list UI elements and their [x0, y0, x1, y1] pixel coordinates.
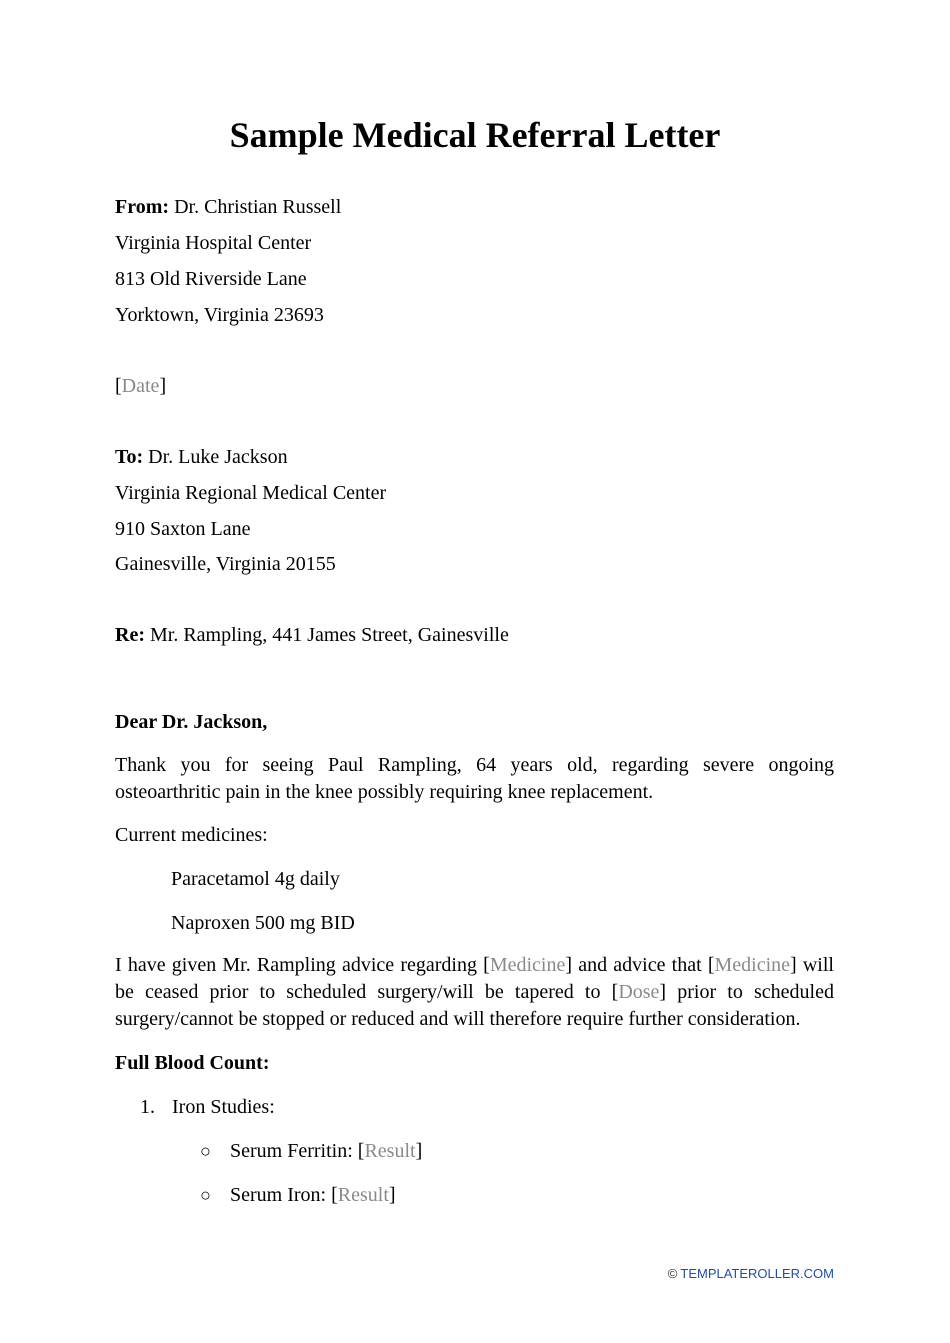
medicine-placeholder: Medicine — [714, 954, 791, 976]
from-city: Yorktown, Virginia 23693 — [115, 304, 324, 326]
hollow-bullet-icon: ○ — [200, 1141, 211, 1161]
serum-ferritin-label: Serum Ferritin: — [230, 1140, 358, 1162]
salutation: Dear Dr. Jackson, — [115, 711, 268, 733]
advice-text: prior to scheduled surgery/cannot be stopped or reduced and will therefore require further consideration. — [115, 981, 834, 1030]
blood-count-heading: Full Blood Count: — [115, 1052, 270, 1074]
iron-studies-label: Iron Studies: — [172, 1096, 275, 1118]
from-organization: Virginia Hospital Center — [115, 232, 312, 254]
from-street: 813 Old Riverside Lane — [115, 268, 307, 290]
serum-iron-label: Serum Iron: — [230, 1184, 332, 1206]
advice-text: and advice that — [572, 954, 708, 976]
hollow-bullet-icon: ○ — [200, 1185, 211, 1205]
copyright-icon: © — [667, 1266, 678, 1281]
date-field: [Date] — [115, 375, 167, 397]
result-placeholder: Result — [337, 1184, 389, 1206]
to-city: Gainesville, Virginia 20155 — [115, 553, 336, 575]
sub-list-item: Serum Iron: [Result] — [230, 1184, 396, 1206]
medicine-placeholder: Medicine — [489, 954, 566, 976]
from-line — [115, 195, 341, 219]
from-name: Dr. Christian Russell — [174, 196, 342, 218]
advice-paragraph: I have given Mr. Rampling advice regarding [Medicine] and advice that [Medicine] will be ceased prior to scheduled surgery/will be tapered to [Dose] prior to scheduled surgery/cannot be stopped or reduced and will therefore require further consideration. — [115, 954, 834, 1030]
medicines-heading: Current medicines: — [115, 824, 268, 846]
re-text: Mr. Rampling, 441 James Street, Gainesville — [149, 624, 509, 646]
from-label: From: — [115, 196, 170, 218]
footer-credit — [668, 1266, 834, 1282]
to-label: To: — [115, 446, 144, 468]
sub-list-item: Serum Ferritin: [Result] — [230, 1140, 423, 1162]
to-line — [115, 445, 288, 469]
to-organization: Virginia Regional Medical Center — [115, 482, 387, 504]
medicine-item: Paracetamol 4g daily — [171, 868, 340, 890]
re-line — [115, 623, 509, 647]
to-street: 910 Saxton Lane — [115, 518, 251, 540]
footer-link[interactable]: TEMPLATEROLLER.COM — [680, 1266, 834, 1281]
dose-placeholder: Dose — [618, 981, 660, 1003]
advice-text: will be ceased prior to scheduled surgery/will be tapered to — [115, 954, 834, 1003]
document-title: Sample Medical Referral Letter — [229, 115, 721, 155]
intro-paragraph: Thank you for seeing Paul Rampling, 64 years old, regarding severe ongoing osteoarthritic pain in the knee possibly requiring knee replacement. — [115, 754, 834, 803]
date-placeholder: Date — [121, 375, 160, 397]
re-label: Re: — [115, 624, 145, 646]
list-number: 1. — [140, 1096, 155, 1118]
medicine-item: Naproxen 500 mg BID — [171, 912, 355, 934]
result-placeholder: Result — [364, 1140, 416, 1162]
advice-text: I have given Mr. Rampling advice regarding — [115, 954, 484, 976]
to-name: Dr. Luke Jackson — [148, 446, 288, 468]
